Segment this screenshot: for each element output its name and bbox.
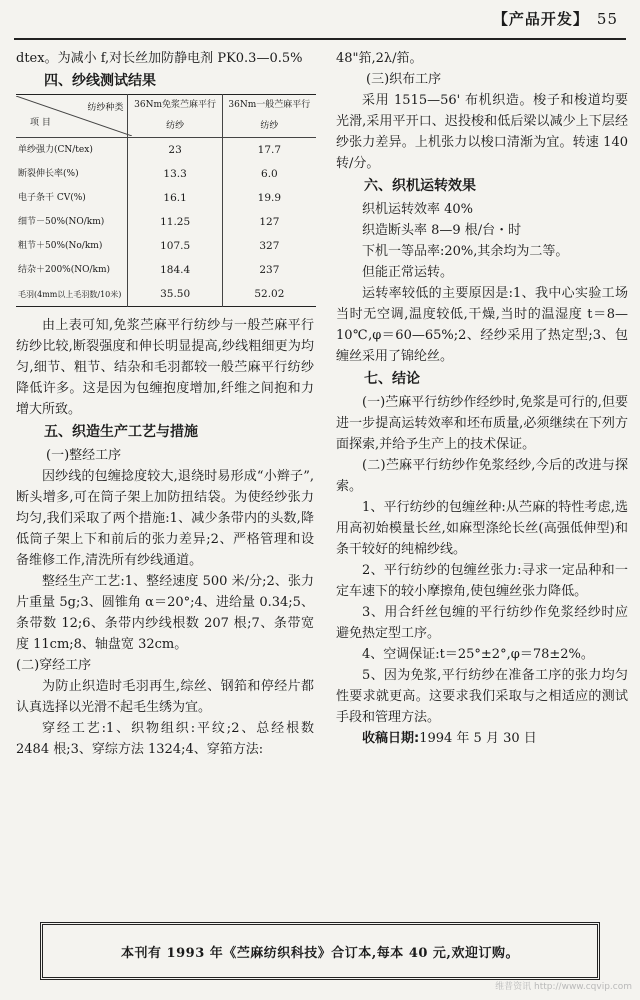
watermark: 维普资讯 http://www.cqvip.com bbox=[495, 982, 632, 992]
conclusion-item: 1、平行纺纱的包缠丝种:从苎麻的特性考虑,选用高初始模量长丝,如麻型涤纶长丝(高强低伸型)和条干较好的纯棉纱线。 bbox=[336, 500, 628, 557]
column-header: 36Nm一般苎麻平行纺纱 bbox=[222, 95, 316, 138]
cell-value: 6.0 bbox=[222, 162, 316, 186]
reason-paragraph: 运转率较低的主要原因是:1、我中心实验工场当时无空调,温度较低,干燥,当时的温湿度 t＝8—10℃,φ＝60—65%;2、经纱采用了热定型;3、包缠丝采用了锦纶丝。 bbox=[336, 286, 628, 364]
subheading-warping: (一)整经工序 bbox=[46, 448, 122, 463]
received-date-value: 1994 年 5 月 30 日 bbox=[419, 731, 537, 746]
right-column bbox=[336, 48, 628, 749]
cell-value: 237 bbox=[222, 258, 316, 282]
cell-value: 52.02 bbox=[222, 282, 316, 307]
cell-value: 107.5 bbox=[128, 234, 222, 258]
row-label: 结杂＋200%(NO/km) bbox=[18, 264, 111, 275]
subheading-weaving: (三)织布工序 bbox=[366, 72, 442, 87]
section-heading-7: 七、结论 bbox=[364, 371, 420, 387]
result-line: 织造断头率 8—9 根/台・时 bbox=[362, 223, 522, 238]
column-header: 36Nm免浆苎麻平行纺纱 bbox=[128, 95, 222, 138]
result-line: 但能正常运转。 bbox=[362, 265, 454, 280]
table-row bbox=[16, 210, 316, 234]
corner-top-label: 纺纱种类 bbox=[87, 103, 124, 113]
row-label: 电子条干 CV(%) bbox=[18, 192, 86, 203]
page-header bbox=[493, 8, 618, 29]
row-label: 细节－50%(NO/km) bbox=[18, 216, 105, 227]
table-row bbox=[16, 138, 316, 163]
table-row bbox=[16, 186, 316, 210]
section-heading-6: 六、织机运转效果 bbox=[364, 178, 476, 194]
table-row bbox=[16, 234, 316, 258]
conclusion-2: (二)苎麻平行纺纱作免浆经纱,今后的改进与探索。 bbox=[336, 458, 628, 494]
subscription-notice bbox=[40, 922, 600, 980]
warping-paragraph-1: 因纱线的包缠捻度较大,退绕时易形成“小辫子”,断头增多,可在筒子架上加防扭结袋。为使经纱张力均匀,我们采取了两个措施:1、减少条带内的头数,降低筒子架上下和前后的张力差异;2、严格管理和设备维修工作,清洗所有纱线通道。 bbox=[16, 469, 314, 568]
result-paragraph: 由上表可知,免浆苎麻平行纺纱与一般苎麻平行纺纱比较,断裂强度和伸长明显提高,纱线粗细更为均匀,细节、粗节、结杂和毛羽都较一般苎麻平行纺纱降低许多。这是因为包缠抱度增加,纤维之间抱和力增大所致。 bbox=[16, 318, 314, 417]
cell-value: 184.4 bbox=[128, 258, 222, 282]
section-heading-5: 五、织造生产工艺与措施 bbox=[44, 424, 198, 440]
section-heading-4: 四、纱线测试结果 bbox=[44, 73, 156, 89]
continued-text: 48"筘,2λ/筘。 bbox=[336, 51, 423, 66]
row-label: 单纱强力(CN/tex) bbox=[18, 144, 93, 155]
cell-value: 127 bbox=[222, 210, 316, 234]
cell-value: 23 bbox=[128, 138, 222, 163]
cell-value: 11.25 bbox=[128, 210, 222, 234]
conclusion-item: 5、因为免浆,平行纺纱在准备工序的张力均匀性要求就更高。这要求我们采取与之相适应的测试手段和管理方法。 bbox=[336, 668, 628, 725]
received-label: 收稿日期: bbox=[362, 731, 420, 746]
table-row bbox=[16, 282, 316, 307]
conclusion-1: (一)苎麻平行纺纱作经纱时,免浆是可行的,但要进一步提高运转效率和坯布质量,必须继续在下列方面探索,并给予生产上的技术保证。 bbox=[336, 395, 628, 452]
section-label: 【产品开发】 bbox=[492, 10, 589, 28]
row-label: 断裂伸长率(%) bbox=[18, 168, 79, 179]
drawing-paragraph-2: 穿经工艺:1、织物组织:平纹;2、总经根数 2484 根;3、穿综方法 1324;4、穿筘方法: bbox=[16, 721, 314, 757]
conclusion-item: 2、平行纺纱的包缠丝张力:寻求一定品种和一定车速下的较小摩擦角,使包缠丝张力降低。 bbox=[336, 563, 628, 599]
conclusion-item: 4、空调保证:t＝25°±2°,φ＝78±2%。 bbox=[362, 647, 594, 662]
page-number: 55 bbox=[596, 10, 618, 28]
subheading-drawing-in: (二)穿经工序 bbox=[16, 658, 92, 673]
cell-value: 13.3 bbox=[128, 162, 222, 186]
table-row bbox=[16, 162, 316, 186]
left-column bbox=[16, 48, 314, 760]
corner-bottom-label: 项 目 bbox=[30, 118, 51, 128]
notice-text: 本刊有 1993 年《苎麻纺织科技》合订本,每本 40 元,欢迎订购。 bbox=[121, 945, 519, 961]
row-label: 粗节＋50%(No/km) bbox=[18, 240, 103, 251]
yarn-test-table bbox=[16, 94, 316, 307]
cell-value: 35.50 bbox=[128, 282, 222, 307]
received-date bbox=[336, 728, 628, 749]
conclusion-item: 3、用合纤丝包缠的平行纺纱作免浆经纱时应避免热定型工序。 bbox=[336, 605, 628, 641]
weaving-paragraph: 采用 1515—56' 布机织造。梭子和梭道均要光滑,采用平开口、迟投梭和低后梁以减少上下层经纱张力差异。上机张力以梭口清渐为宜。转速 140 转/分。 bbox=[336, 93, 628, 171]
result-line: 织机运转效率 40% bbox=[362, 202, 474, 217]
result-line: 下机一等品率:20%,其余均为二等。 bbox=[362, 244, 569, 259]
cell-value: 327 bbox=[222, 234, 316, 258]
cell-value: 16.1 bbox=[128, 186, 222, 210]
drawing-paragraph-1: 为防止织造时毛羽再生,综丝、钢筘和停经片都认真选择以光滑不起毛生绣为宜。 bbox=[16, 679, 314, 715]
table-corner-cell bbox=[16, 95, 128, 138]
header-rule bbox=[14, 38, 626, 40]
intro-text: dtex。为减小 f,对长丝加防静电剂 PK0.3—0.5% bbox=[16, 51, 303, 66]
row-label: 毛羽(4mm以上毛羽数/10米) bbox=[18, 289, 122, 299]
table-row bbox=[16, 258, 316, 282]
cell-value: 17.7 bbox=[222, 138, 316, 163]
cell-value: 19.9 bbox=[222, 186, 316, 210]
warping-paragraph-2: 整经生产工艺:1、整经速度 500 米/分;2、张力片重量 5g;3、圆锥角 α＝20°;4、进给量 0.34;5、条带数 12;6、条带内纱线根数 207 根;7、条带宽度 11cm;8、轴盘宽 32cm。 bbox=[16, 574, 314, 652]
